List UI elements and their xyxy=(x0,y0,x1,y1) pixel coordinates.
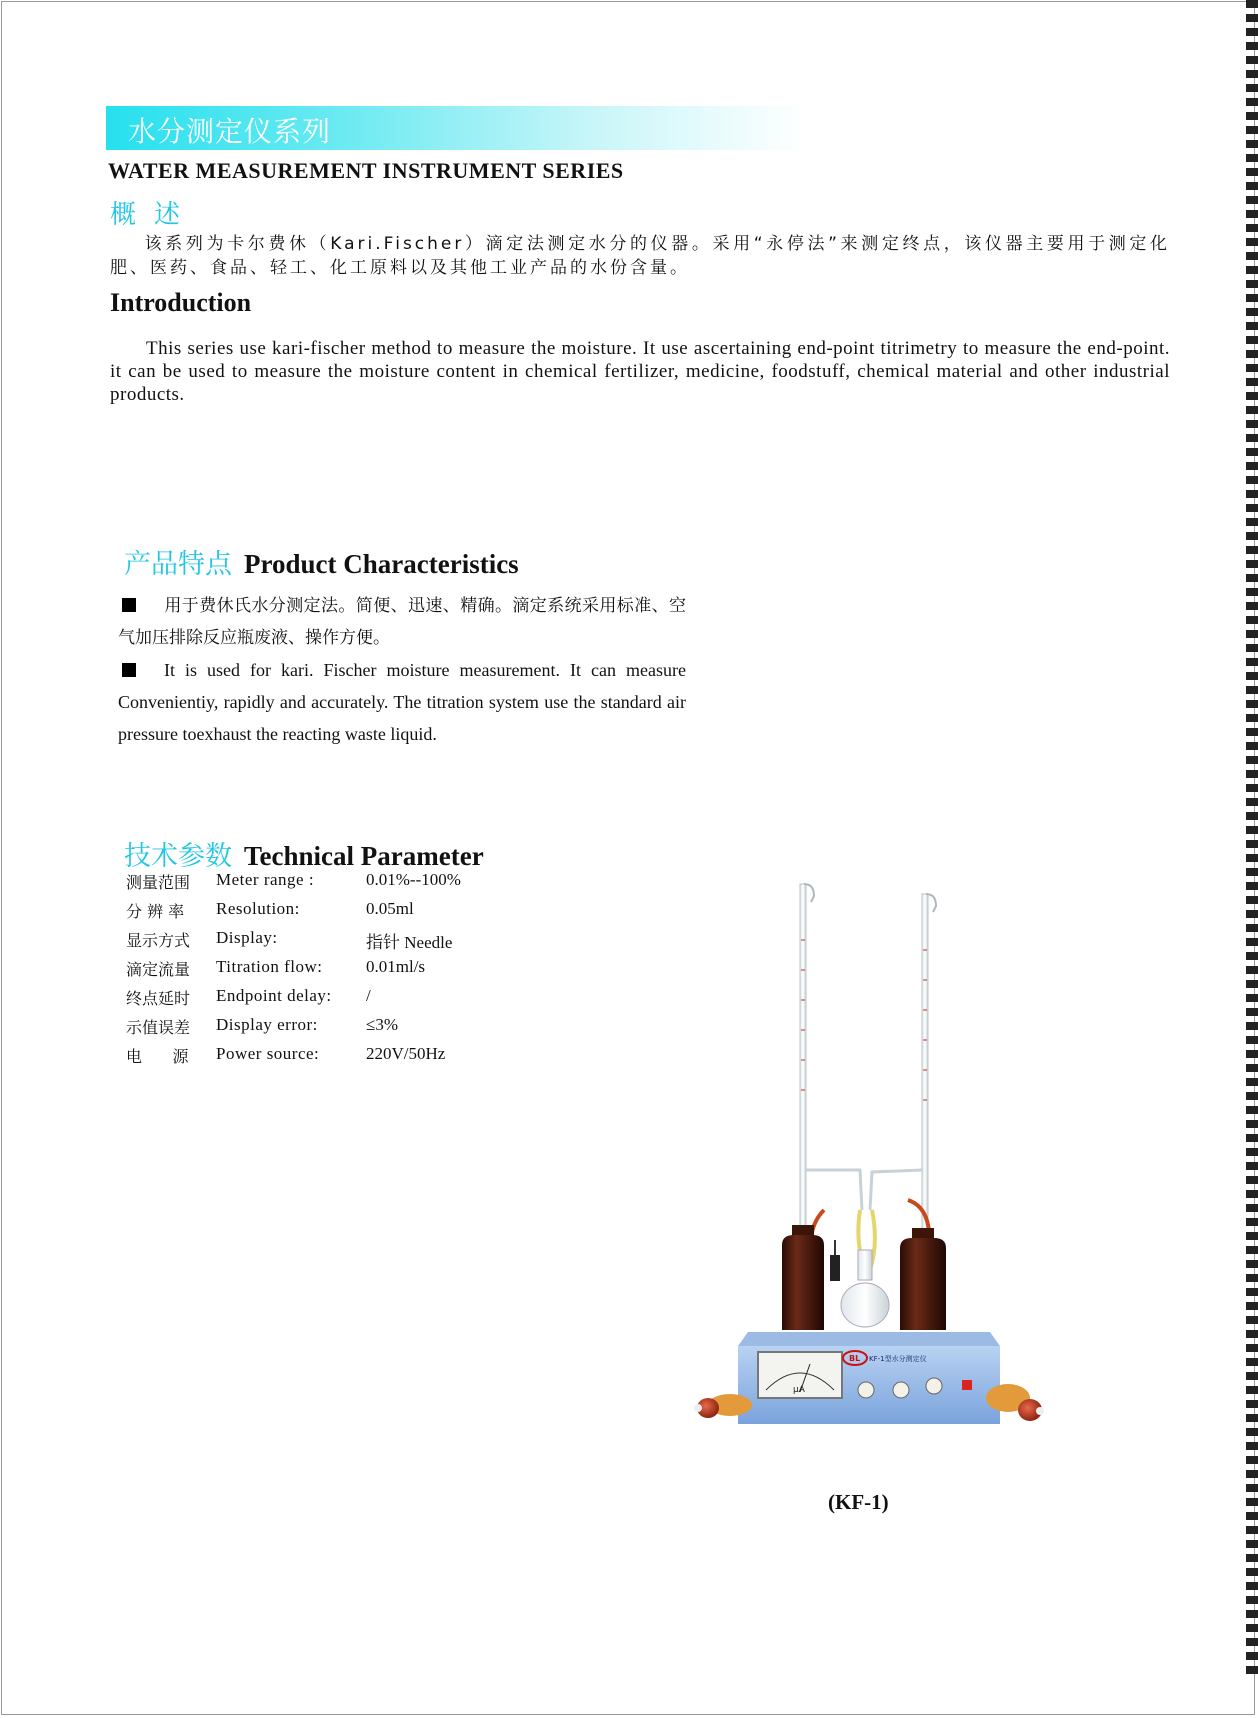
series-title-en: WATER MEASUREMENT INSTRUMENT SERIES xyxy=(108,158,624,183)
series-banner xyxy=(106,106,806,150)
introduction-heading: Introduction xyxy=(110,288,252,317)
characteristics-heading-en: Product Characteristics xyxy=(244,549,519,579)
instrument-base xyxy=(738,1332,1000,1424)
characteristics-heading xyxy=(124,542,519,581)
characteristics-text xyxy=(118,590,686,750)
overview-heading-cn: 概述 xyxy=(110,200,199,230)
svg-text:BL: BL xyxy=(849,1354,861,1363)
square-bullet-icon xyxy=(122,663,136,677)
product-caption: (KF-1) xyxy=(828,1490,889,1514)
left-burette xyxy=(800,884,814,1244)
parameters-heading-en: Technical Parameter xyxy=(244,841,484,871)
feature-item-en: It is used for kari. Fischer moisture measurement. It can measure Convenientiy, rapidly and accurately. The titration system use the standard air pressure toexhaust the reacting waste liquid. xyxy=(118,660,686,744)
titration-flask xyxy=(830,1240,889,1327)
parameter-row: 测量范围 Meter range : 0.01%--100% xyxy=(126,870,461,892)
overview-text-cn: 该系列为卡尔费休（Kari.Fischer）滴定法测定水分的仪器。采用“永停法”来测定终点，该仪器主要用于测定化肥、医药、食品、轻工、化工原料以及其他工业产品的水份含量。 xyxy=(110,234,1170,278)
feature-item-cn: 用于费休氏水分测定法。简便、迅速、精确。滴定系统采用标准、空气加压排除反应瓶废液、操作方便。 xyxy=(118,596,686,648)
parameter-row: 滴定流量 Titration flow: 0.01ml/s xyxy=(126,957,426,979)
product-photo xyxy=(690,880,1050,1440)
parameter-row: 显示方式 Display: 指针 Needle xyxy=(126,928,453,952)
parameter-row: 终点延时 Endpoint delay: / xyxy=(126,986,371,1008)
parameter-row: 电 源 Power source: 220V/50Hz xyxy=(126,1044,446,1066)
parameter-row: 分 辨 率 Resolution: 0.05ml xyxy=(126,899,414,921)
square-bullet-icon xyxy=(122,598,136,612)
right-burette xyxy=(922,894,936,1244)
svg-text:μA: μA xyxy=(793,1385,805,1395)
right-reagent-bottle xyxy=(900,1228,946,1330)
introduction-text: This series use kari-fischer method to measure the moisture. It use ascertaining end-point titrimetry to measure the end-point. it can be used to measure the moisture content in chemical fertilizer, medicine, foodstuff, chemical material and other industrial products. xyxy=(110,338,1170,405)
glass-connector xyxy=(806,1170,922,1210)
parameter-row: 示值误差 Display error: ≤3% xyxy=(126,1015,398,1037)
parameter-table xyxy=(126,870,566,1073)
banner-title-cn: 水分测定仪系列 xyxy=(128,115,332,148)
parameters-heading xyxy=(124,834,484,873)
characteristics-heading-cn: 产品特点 xyxy=(124,549,232,580)
crop-marks xyxy=(1246,0,1258,1718)
svg-text:KF-1型水分测定仪: KF-1型水分测定仪 xyxy=(869,1355,927,1363)
left-reagent-bottle xyxy=(782,1225,824,1330)
parameters-heading-cn: 技术参数 xyxy=(124,841,232,872)
